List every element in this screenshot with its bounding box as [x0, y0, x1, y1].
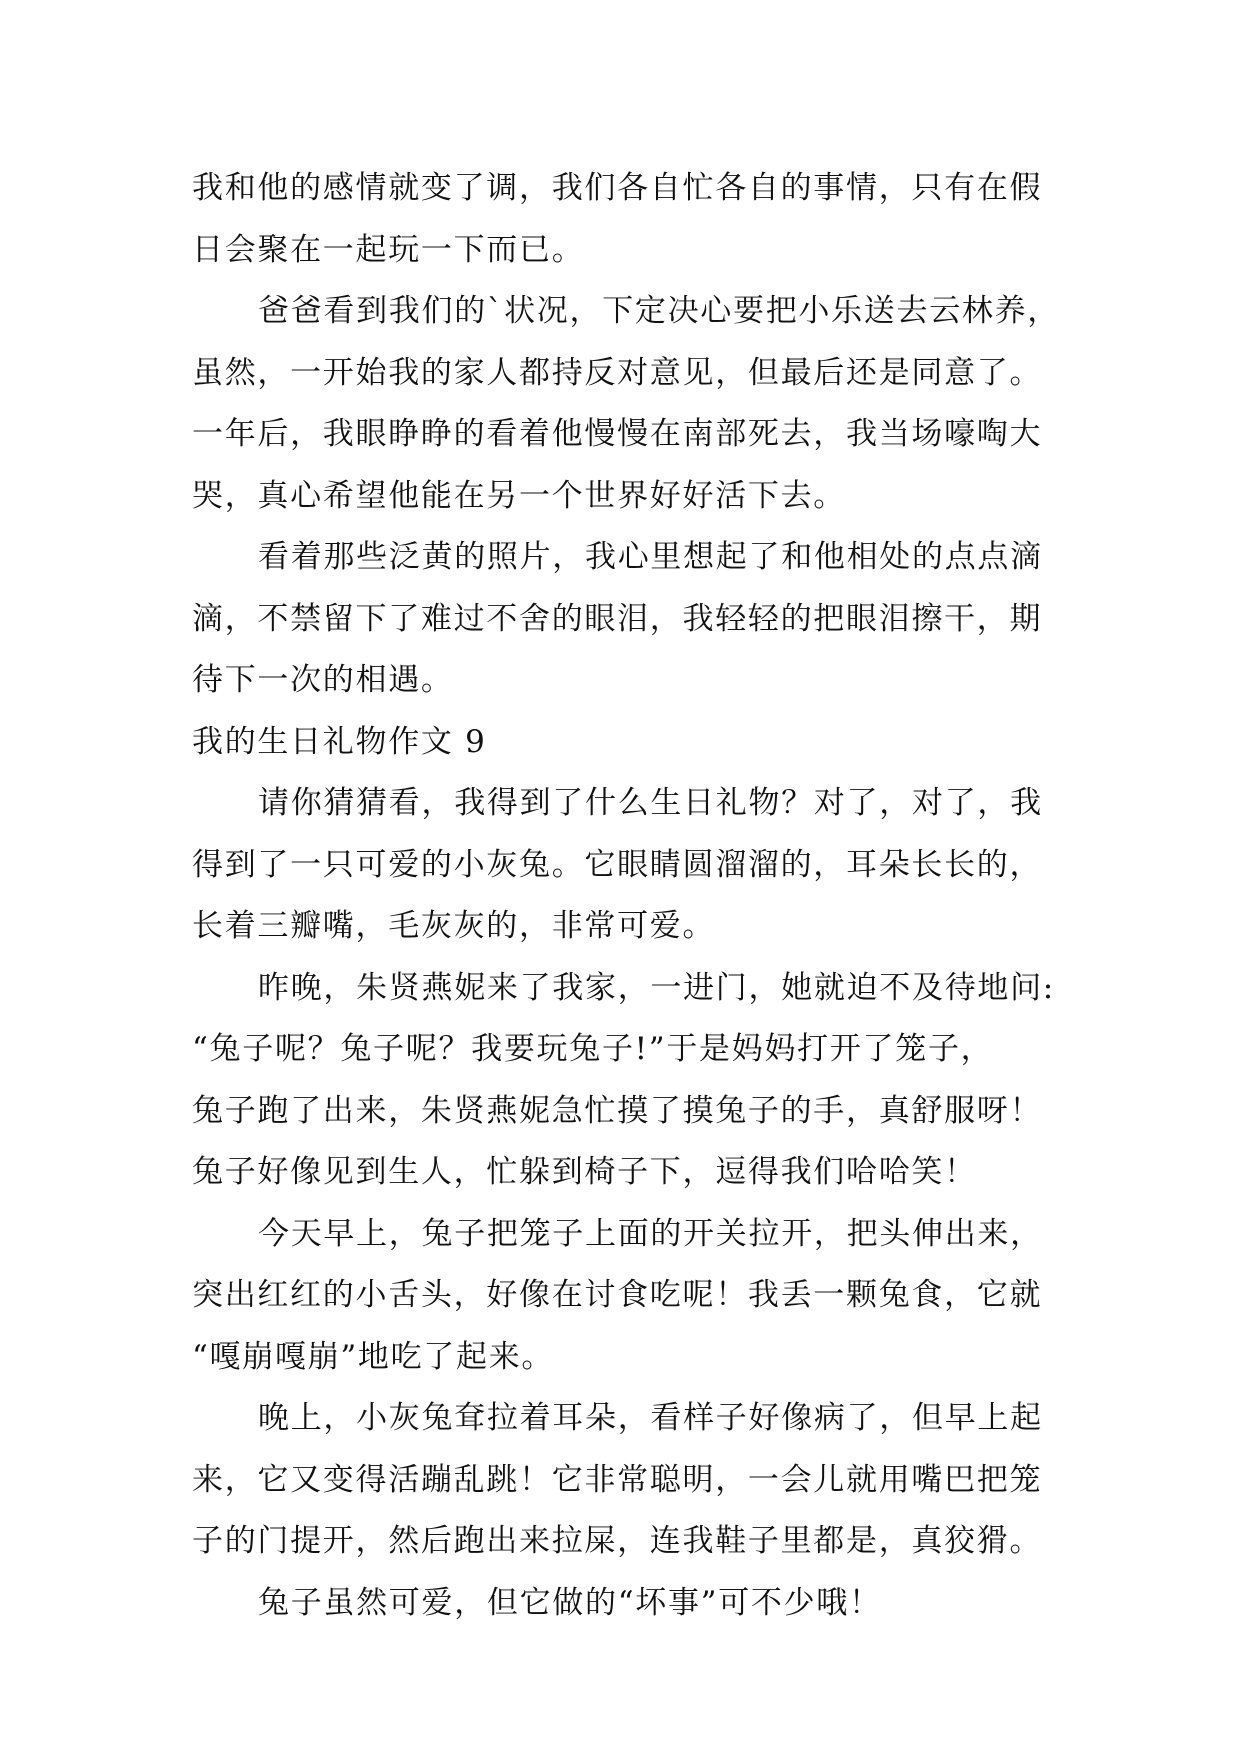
text-line: 兔子好像见到生人，忙躲到椅子下，逗得我们哈哈笑！	[192, 1154, 977, 1190]
paragraph-first-line: 晚上，小灰兔耷拉着耳朵，看样子好像病了，但早上起	[258, 1400, 1043, 1436]
text-line: 兔子跑了出来，朱贤燕妮急忙摸了摸兔子的手，真舒服呀！	[192, 1092, 1043, 1129]
document-body	[192, 158, 1072, 1634]
text-line: 来，它又变得活蹦乱跳！它非常聪明，一会儿就用嘴巴把笼	[192, 1461, 1043, 1498]
text-line: 子的门提开，然后跑出来拉屎，连我鞋子里都是，真狡猾。	[192, 1523, 1043, 1559]
text-line: 日会聚在一起玩一下而已。	[192, 231, 585, 268]
paragraph-first-line: 请你猜猜看，我得到了什么生日礼物？对了，对了，我	[258, 785, 1043, 821]
text-line: 滴，不禁留下了难过不舍的眼泪，我轻轻的把眼泪擦干，期	[192, 600, 1043, 637]
text-line: “嘎崩嘎崩”地吃了起来。	[192, 1338, 555, 1375]
text-line: 长着三瓣嘴，毛灰灰的，非常可爱。	[192, 908, 716, 944]
text-line: 得到了一只可爱的小灰兔。它眼睛圆溜溜的，耳朵长长的，	[192, 846, 1043, 883]
paragraph-first-line: 看着那些泛黄的照片，我心里想起了和他相处的点点滴	[258, 539, 1043, 575]
text-line: 哭，真心希望他能在另一个世界好好活下去。	[192, 477, 846, 514]
text-line: 我的生日礼物作文 9	[192, 723, 487, 760]
paragraph-first-line: 爸爸看到我们的`状况，下定决心要把小乐送去云林养，	[258, 293, 1060, 329]
paragraph-first-line: 兔子虽然可爱，但它做的“坏事”可不少哦！	[258, 1584, 882, 1621]
text-line: 我和他的感情就变了调，我们各自忙各自的事情，只有在假	[192, 170, 1043, 206]
paragraph-first-line: 今天早上，兔子把笼子上面的开关拉开，把头伸出来，	[258, 1215, 1043, 1252]
text-line: 突出红红的小舌头，好像在讨食吃呢！我丢一颗兔食，它就	[192, 1277, 1043, 1313]
paragraph-first-line: 昨晚，朱贤燕妮来了我家，一进门，她就迫不及待地问:	[258, 969, 1055, 1006]
text-line: 待下一次的相遇。	[192, 662, 454, 698]
text-line: “兔子呢？兔子呢？我要玩兔子!”于是妈妈打开了笼子，	[192, 1031, 994, 1067]
text-line: 一年后，我眼睁睁的看着他慢慢在南部死去，我当场嚎啕大	[192, 416, 1043, 452]
text-line: 虽然，一开始我的家人都持反对意见，但最后还是同意了。	[192, 354, 1043, 391]
